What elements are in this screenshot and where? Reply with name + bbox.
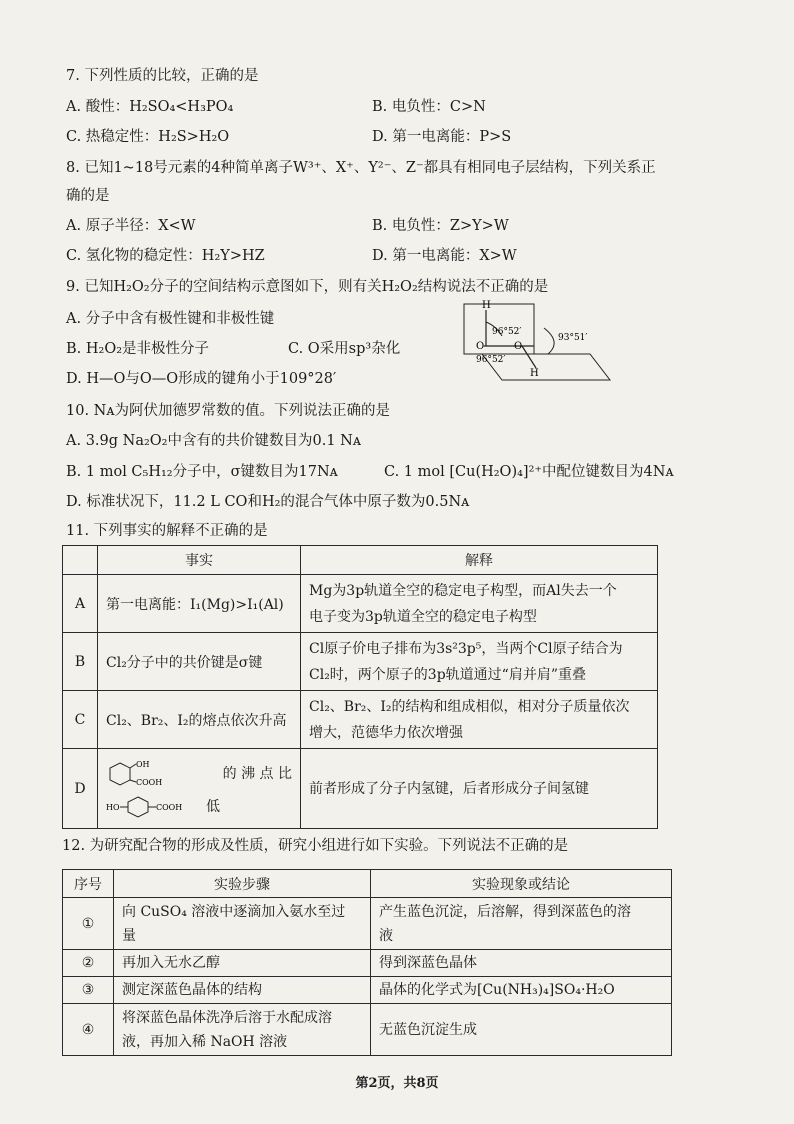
h2o2-o-right: O bbox=[514, 341, 523, 352]
q8-stem-line2: 确的是 bbox=[66, 188, 110, 204]
table-row bbox=[63, 691, 658, 749]
q8-stem-line1: 8. 已知1~18号元素的4种简单离子W³⁺、X⁺、Y²⁻、Z⁻都具有相同电子层结构，下列关系正 bbox=[66, 160, 656, 176]
row-result: 无蓝色沉淀生成 bbox=[371, 1004, 672, 1056]
svg-text:OH: OH bbox=[136, 759, 150, 769]
q9-option-a: A. 分子中含有极性键和非极性键 bbox=[66, 311, 275, 327]
table-row bbox=[63, 633, 658, 691]
q8-option-c: C. 氢化物的稳定性：H₂Y>HZ bbox=[66, 248, 265, 264]
row-fact-end: 低 bbox=[206, 798, 220, 815]
q7-stem: 7. 下列性质的比较，正确的是 bbox=[66, 68, 259, 84]
header-steps: 实验步骤 bbox=[114, 870, 371, 898]
row-fact-middle: 的 沸 点 比 bbox=[222, 765, 292, 782]
row-explanation: Mg为3p轨道全空的稳定电子构型，而Al失去一个 电子变为3p轨道全空的稳定电子构型 bbox=[301, 575, 658, 633]
table-row bbox=[63, 1004, 672, 1056]
q7-option-b: B. 电负性：C>N bbox=[372, 99, 486, 115]
row-label: B bbox=[63, 633, 98, 691]
h2o2-angle-top: 96°52′ bbox=[492, 327, 522, 337]
q9-option-d: D. H—O与O—O形成的键角小于109°28′ bbox=[66, 371, 337, 387]
row-fact-structures bbox=[98, 749, 301, 829]
table-header-row bbox=[63, 870, 672, 898]
salicylic-acid-structure-icon bbox=[106, 759, 168, 789]
p-hydroxybenzoic-acid-structure-icon bbox=[106, 795, 206, 819]
q10-option-a: A. 3.9g Na₂O₂中含有的共价键数目为0.1 Nᴀ bbox=[66, 433, 362, 449]
page-footer: 第2页，共8页 bbox=[355, 1076, 439, 1091]
svg-text:COOH: COOH bbox=[156, 802, 183, 812]
row-label: A bbox=[63, 575, 98, 633]
header-results: 实验现象或结论 bbox=[371, 870, 672, 898]
table-row bbox=[63, 950, 672, 977]
table-row bbox=[63, 898, 672, 950]
row-fact: Cl₂、Br₂、I₂的熔点依次升高 bbox=[98, 691, 301, 749]
row-result: 晶体的化学式为[Cu(NH₃)₄]SO₄·H₂O bbox=[371, 977, 672, 1004]
q12-table bbox=[62, 869, 672, 1056]
row-number: ③ bbox=[63, 977, 114, 1004]
row-step: 将深蓝色晶体洗净后溶于水配成溶 液，再加入稀 NaOH 溶液 bbox=[114, 1004, 371, 1056]
h2o2-o-left: O bbox=[476, 341, 485, 352]
header-explanation: 解释 bbox=[301, 546, 658, 575]
q8-option-b: B. 电负性：Z>Y>W bbox=[372, 218, 509, 234]
q10-stem: 10. Nᴀ为阿伏加德罗常数的值。下列说法正确的是 bbox=[66, 403, 391, 419]
h2o2-dihedral-angle: 93°51′ bbox=[558, 333, 588, 343]
q12-stem: 12. 为研究配合物的形成及性质，研究小组进行如下实验。下列说法不正确的是 bbox=[62, 838, 569, 854]
row-explanation: Cl₂、Br₂、I₂的结构和组成相似，相对分子质量依次 增大，范德华力依次增强 bbox=[301, 691, 658, 749]
row-number: ① bbox=[63, 898, 114, 950]
h2o2-structure-diagram bbox=[462, 296, 612, 382]
q10-option-c: C. 1 mol [Cu(H₂O)₄]²⁺中配位键数目为4Nᴀ bbox=[384, 464, 674, 480]
svg-text:COOH: COOH bbox=[136, 777, 163, 787]
q7-option-a: A. 酸性：H₂SO₄<H₃PO₄ bbox=[66, 99, 234, 115]
row-explanation: Cl原子价电子排布为3s²3p⁵，当两个Cl原子结合为 Cl₂时，两个原子的3p轨道通过“肩并肩”重叠 bbox=[301, 633, 658, 691]
q8-option-a: A. 原子半径：X<W bbox=[66, 218, 196, 234]
q10-option-b: B. 1 mol C₅H₁₂分子中，σ键数目为17Nᴀ bbox=[66, 464, 338, 480]
row-step: 测定深蓝色晶体的结构 bbox=[114, 977, 371, 1004]
table-header-row bbox=[63, 546, 658, 575]
q10-option-d: D. 标准状况下，11.2 L CO和H₂的混合气体中原子数为0.5Nᴀ bbox=[66, 494, 470, 510]
q7-option-c: C. 热稳定性：H₂S>H₂O bbox=[66, 129, 230, 145]
h2o2-h-bottom: H bbox=[530, 368, 539, 379]
row-number: ④ bbox=[63, 1004, 114, 1056]
row-step: 再加入无水乙醇 bbox=[114, 950, 371, 977]
table-row bbox=[63, 575, 658, 633]
q7-option-d: D. 第一电离能：P>S bbox=[372, 129, 512, 145]
row-label: D bbox=[63, 749, 98, 829]
svg-text:HO: HO bbox=[106, 802, 120, 812]
q9-stem: 9. 已知H₂O₂分子的空间结构示意图如下，则有关H₂O₂结构说法不正确的是 bbox=[66, 279, 549, 295]
q8-option-d: D. 第一电离能：X>W bbox=[372, 248, 517, 264]
row-label: C bbox=[63, 691, 98, 749]
q9-option-b: B. H₂O₂是非极性分子 bbox=[66, 341, 210, 357]
header-number: 序号 bbox=[63, 870, 114, 898]
q9-option-c: C. O采用sp³杂化 bbox=[288, 341, 401, 357]
table-row bbox=[63, 749, 658, 829]
row-fact: 第一电离能：I₁(Mg)>I₁(Al) bbox=[98, 575, 301, 633]
row-explanation: 前者形成了分子内氢键，后者形成分子间氢键 bbox=[301, 749, 658, 829]
q11-stem: 11. 下列事实的解释不正确的是 bbox=[66, 523, 268, 539]
row-fact: Cl₂分子中的共价键是σ键 bbox=[98, 633, 301, 691]
q11-table bbox=[62, 545, 658, 829]
row-result: 得到深蓝色晶体 bbox=[371, 950, 672, 977]
row-result: 产生蓝色沉淀，后溶解，得到深蓝色的溶 液 bbox=[371, 898, 672, 950]
table-row bbox=[63, 977, 672, 1004]
row-number: ② bbox=[63, 950, 114, 977]
h2o2-h-top: H bbox=[482, 300, 491, 311]
row-step: 向 CuSO₄ 溶液中逐滴加入氨水至过 量 bbox=[114, 898, 371, 950]
header-fact: 事实 bbox=[98, 546, 301, 575]
h2o2-angle-bottom: 96°52′ bbox=[476, 355, 506, 365]
